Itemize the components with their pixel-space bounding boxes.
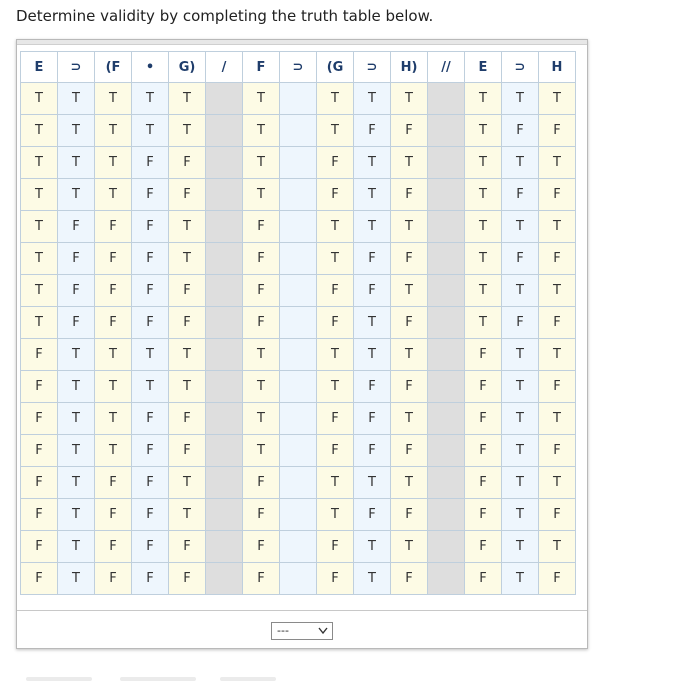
table-row [21, 339, 576, 371]
answer-cell[interactable] [280, 467, 317, 499]
truth-value-cell: T [539, 467, 576, 499]
truth-value-cell: T [58, 435, 95, 467]
truth-value-cell: F [132, 467, 169, 499]
truth-value-cell: T [169, 83, 206, 115]
separator-cell [206, 403, 243, 435]
truth-value-cell: T [391, 211, 428, 243]
truth-value-cell: F [539, 435, 576, 467]
truth-value-cell: T [243, 115, 280, 147]
truth-value-cell: T [539, 531, 576, 563]
truth-value-cell: F [169, 531, 206, 563]
truth-value-cell: F [21, 531, 58, 563]
truth-value-cell: T [317, 371, 354, 403]
truth-value-cell: T [465, 115, 502, 147]
truth-value-cell: F [539, 307, 576, 339]
truth-value-cell: T [317, 499, 354, 531]
truth-value-cell: F [354, 435, 391, 467]
answer-cell[interactable] [280, 275, 317, 307]
truth-value-cell: T [539, 211, 576, 243]
truth-value-cell: T [95, 435, 132, 467]
column-header: ⊃ [502, 52, 539, 83]
answer-cell[interactable] [280, 83, 317, 115]
truth-value-cell: F [391, 499, 428, 531]
answer-cell[interactable] [280, 531, 317, 563]
truth-value-cell: F [317, 307, 354, 339]
truth-value-cell: T [21, 147, 58, 179]
truth-value-cell: F [169, 275, 206, 307]
truth-value-cell: T [169, 211, 206, 243]
truth-value-cell: F [243, 307, 280, 339]
separator-cell [428, 275, 465, 307]
truth-value-cell: T [317, 243, 354, 275]
separator-cell [206, 147, 243, 179]
separator-cell [206, 435, 243, 467]
truth-value-cell: T [243, 147, 280, 179]
truth-value-cell: F [58, 243, 95, 275]
separator-cell [206, 179, 243, 211]
separator-cell [206, 275, 243, 307]
truth-value-cell: F [58, 211, 95, 243]
separator-cell [206, 83, 243, 115]
chevron-down-icon [317, 623, 329, 642]
truth-value-cell: T [465, 243, 502, 275]
truth-value-cell: F [132, 563, 169, 595]
table-row [21, 563, 576, 595]
column-header: • [132, 52, 169, 83]
truth-value-cell: F [465, 435, 502, 467]
ghost-button [220, 677, 276, 681]
table-row [21, 211, 576, 243]
truth-value-cell: F [132, 147, 169, 179]
truth-table-panel [16, 39, 588, 649]
truth-value-cell: T [243, 435, 280, 467]
separator-cell [428, 531, 465, 563]
truth-value-cell: T [95, 83, 132, 115]
truth-value-cell: F [132, 243, 169, 275]
truth-value-cell: F [391, 435, 428, 467]
separator-cell [428, 467, 465, 499]
truth-value-cell: T [354, 339, 391, 371]
separator-cell [206, 531, 243, 563]
separator-cell [428, 339, 465, 371]
truth-value-cell: F [21, 499, 58, 531]
answer-cell[interactable] [280, 435, 317, 467]
column-header: ⊃ [280, 52, 317, 83]
truth-value-cell: T [21, 115, 58, 147]
separator-cell [428, 371, 465, 403]
truth-value-cell: T [502, 275, 539, 307]
truth-value-cell: T [502, 371, 539, 403]
answer-cell[interactable] [280, 211, 317, 243]
truth-value-cell: T [317, 467, 354, 499]
truth-value-cell: T [502, 83, 539, 115]
truth-value-cell: F [502, 115, 539, 147]
truth-value-cell: T [502, 563, 539, 595]
truth-value-cell: T [58, 467, 95, 499]
separator-cell [206, 115, 243, 147]
truth-value-cell: T [539, 147, 576, 179]
truth-value-cell: T [317, 83, 354, 115]
truth-value-cell: T [132, 371, 169, 403]
column-header: (F [95, 52, 132, 83]
truth-value-cell: F [21, 563, 58, 595]
truth-value-cell: F [132, 211, 169, 243]
truth-value-cell: T [21, 275, 58, 307]
truth-value-cell: F [21, 467, 58, 499]
truth-table [20, 51, 576, 595]
truth-value-cell: T [58, 371, 95, 403]
truth-value-cell: F [169, 563, 206, 595]
answer-cell[interactable] [280, 499, 317, 531]
truth-value-cell: T [465, 307, 502, 339]
separator-cell [206, 563, 243, 595]
truth-value-cell: F [132, 435, 169, 467]
truth-value-cell: F [354, 403, 391, 435]
truth-value-cell: F [21, 339, 58, 371]
truth-value-cell: T [243, 339, 280, 371]
truth-value-cell: T [95, 403, 132, 435]
separator-cell [206, 243, 243, 275]
truth-value-cell: T [465, 147, 502, 179]
truth-value-cell: T [539, 83, 576, 115]
truth-value-cell: T [169, 499, 206, 531]
truth-value-cell: T [539, 275, 576, 307]
separator-cell [428, 563, 465, 595]
column-header: G) [169, 52, 206, 83]
truth-value-cell: T [391, 83, 428, 115]
truth-value-cell: T [317, 339, 354, 371]
truth-value-cell: F [243, 467, 280, 499]
truth-value-cell: T [465, 179, 502, 211]
truth-value-cell: F [317, 275, 354, 307]
answer-cell[interactable] [280, 179, 317, 211]
truth-value-cell: F [169, 403, 206, 435]
truth-value-cell: T [539, 339, 576, 371]
truth-value-cell: F [169, 307, 206, 339]
truth-value-cell: T [502, 339, 539, 371]
truth-value-cell: F [95, 499, 132, 531]
truth-value-cell: T [58, 115, 95, 147]
truth-value-cell: T [95, 115, 132, 147]
truth-value-cell: F [391, 563, 428, 595]
truth-value-cell: T [502, 531, 539, 563]
truth-value-cell: F [95, 467, 132, 499]
table-row [21, 307, 576, 339]
truth-value-cell: T [502, 467, 539, 499]
truth-value-cell: F [132, 275, 169, 307]
truth-value-cell: F [465, 499, 502, 531]
truth-value-cell: F [21, 403, 58, 435]
separator-cell [206, 371, 243, 403]
truth-value-cell: F [502, 243, 539, 275]
separator-cell [206, 467, 243, 499]
instructions-text: Determine validity by completing the truth table below. [16, 7, 434, 25]
truth-value-cell: F [243, 211, 280, 243]
truth-value-cell: T [465, 83, 502, 115]
column-header: E [21, 52, 58, 83]
separator-cell [428, 435, 465, 467]
validity-select-value: --- [277, 624, 289, 637]
truth-value-cell: T [58, 147, 95, 179]
truth-value-cell: F [95, 307, 132, 339]
panel-top-bar [17, 40, 587, 45]
truth-value-cell: T [21, 243, 58, 275]
truth-value-cell: T [58, 499, 95, 531]
ghost-button [120, 677, 196, 681]
truth-value-cell: T [95, 147, 132, 179]
separator-cell [428, 403, 465, 435]
answer-cell[interactable] [280, 403, 317, 435]
truth-value-cell: F [58, 307, 95, 339]
truth-value-cell: F [243, 563, 280, 595]
truth-value-cell: T [391, 467, 428, 499]
separator-cell [206, 499, 243, 531]
truth-value-cell: T [354, 307, 391, 339]
truth-value-cell: T [465, 275, 502, 307]
truth-value-cell: F [465, 339, 502, 371]
truth-value-cell: F [243, 531, 280, 563]
truth-value-cell: T [391, 339, 428, 371]
truth-value-cell: T [58, 83, 95, 115]
truth-value-cell: T [169, 115, 206, 147]
truth-value-cell: F [465, 467, 502, 499]
table-row [21, 531, 576, 563]
truth-value-cell: F [465, 531, 502, 563]
truth-value-cell: T [391, 147, 428, 179]
truth-value-cell: T [502, 147, 539, 179]
separator-cell [428, 307, 465, 339]
truth-value-cell: F [539, 243, 576, 275]
truth-value-cell: T [502, 435, 539, 467]
truth-value-cell: F [169, 147, 206, 179]
truth-value-cell: T [21, 211, 58, 243]
truth-value-cell: F [243, 243, 280, 275]
answer-cell[interactable] [280, 243, 317, 275]
truth-value-cell: F [95, 531, 132, 563]
ghost-button [26, 677, 92, 681]
truth-value-cell: F [317, 403, 354, 435]
table-row [21, 467, 576, 499]
column-header: (G [317, 52, 354, 83]
table-row [21, 243, 576, 275]
separator-cell [428, 179, 465, 211]
truth-value-cell: F [21, 435, 58, 467]
truth-value-cell: F [354, 371, 391, 403]
truth-value-cell: T [21, 307, 58, 339]
truth-value-cell: F [354, 243, 391, 275]
truth-value-cell: T [21, 83, 58, 115]
table-row [21, 499, 576, 531]
truth-value-cell: T [58, 403, 95, 435]
truth-value-cell: F [317, 179, 354, 211]
truth-value-cell: F [95, 563, 132, 595]
truth-value-cell: T [354, 467, 391, 499]
truth-value-cell: T [465, 211, 502, 243]
separator-cell [206, 211, 243, 243]
truth-value-cell: T [58, 179, 95, 211]
truth-value-cell: F [391, 307, 428, 339]
truth-value-cell: T [539, 403, 576, 435]
column-header: H [539, 52, 576, 83]
truth-value-cell: F [502, 179, 539, 211]
truth-value-cell: F [132, 403, 169, 435]
truth-value-cell: F [354, 275, 391, 307]
truth-value-cell: F [539, 179, 576, 211]
column-header: ⊃ [354, 52, 391, 83]
truth-value-cell: T [21, 179, 58, 211]
truth-value-cell: T [58, 531, 95, 563]
truth-value-cell: F [317, 147, 354, 179]
truth-value-cell: F [391, 115, 428, 147]
truth-value-cell: T [354, 563, 391, 595]
separator-cell [206, 339, 243, 371]
truth-value-cell: T [502, 499, 539, 531]
truth-value-cell: F [465, 403, 502, 435]
truth-value-cell: F [354, 499, 391, 531]
truth-value-cell: T [95, 371, 132, 403]
column-header: / [206, 52, 243, 83]
truth-value-cell: T [169, 339, 206, 371]
truth-value-cell: T [354, 211, 391, 243]
column-header: F [243, 52, 280, 83]
truth-value-cell: F [21, 371, 58, 403]
truth-value-cell: F [354, 115, 391, 147]
truth-value-cell: T [95, 339, 132, 371]
truth-value-cell: F [317, 531, 354, 563]
truth-value-cell: T [95, 179, 132, 211]
truth-value-cell: T [169, 371, 206, 403]
truth-value-cell: F [539, 115, 576, 147]
truth-value-cell: T [58, 563, 95, 595]
separator-cell [428, 499, 465, 531]
answer-cell[interactable] [280, 563, 317, 595]
truth-value-cell: F [539, 371, 576, 403]
truth-value-cell: T [391, 531, 428, 563]
answer-cell[interactable] [280, 115, 317, 147]
validity-answer-area [17, 610, 587, 649]
truth-value-cell: F [95, 275, 132, 307]
separator-cell [428, 211, 465, 243]
truth-value-cell: T [132, 339, 169, 371]
truth-value-cell: T [169, 467, 206, 499]
truth-value-cell: F [132, 531, 169, 563]
truth-value-cell: F [243, 499, 280, 531]
truth-value-cell: F [539, 499, 576, 531]
truth-value-cell: F [243, 275, 280, 307]
truth-value-cell: T [354, 179, 391, 211]
column-header: ⊃ [58, 52, 95, 83]
truth-value-cell: T [391, 275, 428, 307]
answer-cell[interactable] [280, 339, 317, 371]
truth-value-cell: T [354, 147, 391, 179]
truth-value-cell: T [354, 531, 391, 563]
truth-value-cell: F [465, 371, 502, 403]
truth-value-cell: F [132, 307, 169, 339]
truth-value-cell: F [169, 435, 206, 467]
truth-value-cell: T [317, 115, 354, 147]
truth-value-cell: T [317, 211, 354, 243]
truth-value-cell: T [132, 83, 169, 115]
truth-value-cell: T [391, 403, 428, 435]
column-header: E [465, 52, 502, 83]
truth-value-cell: F [317, 563, 354, 595]
separator-cell [206, 307, 243, 339]
truth-value-cell: F [317, 435, 354, 467]
truth-value-cell: T [502, 211, 539, 243]
answer-cell[interactable] [280, 307, 317, 339]
truth-value-cell: T [132, 115, 169, 147]
validity-select[interactable] [271, 622, 333, 640]
table-row [21, 435, 576, 467]
separator-cell [428, 83, 465, 115]
truth-value-cell: T [243, 83, 280, 115]
table-row [21, 403, 576, 435]
separator-cell [428, 115, 465, 147]
separator-cell [428, 243, 465, 275]
truth-value-cell: F [391, 179, 428, 211]
separator-cell [428, 147, 465, 179]
truth-value-cell: T [502, 403, 539, 435]
table-row [21, 147, 576, 179]
truth-value-cell: T [354, 83, 391, 115]
truth-value-cell: F [58, 275, 95, 307]
column-header: // [428, 52, 465, 83]
truth-value-cell: F [502, 307, 539, 339]
header-row [21, 52, 576, 83]
truth-value-cell: T [243, 403, 280, 435]
table-row [21, 371, 576, 403]
truth-value-cell: F [465, 563, 502, 595]
truth-value-cell: F [95, 243, 132, 275]
truth-value-cell: F [391, 371, 428, 403]
truth-value-cell: F [539, 563, 576, 595]
table-row [21, 275, 576, 307]
answer-cell[interactable] [280, 371, 317, 403]
truth-value-cell: F [132, 179, 169, 211]
truth-value-cell: F [391, 243, 428, 275]
table-row [21, 83, 576, 115]
truth-value-cell: F [95, 211, 132, 243]
table-row [21, 115, 576, 147]
truth-value-cell: T [169, 243, 206, 275]
truth-value-cell: T [243, 371, 280, 403]
truth-value-cell: T [243, 179, 280, 211]
column-header: H) [391, 52, 428, 83]
answer-cell[interactable] [280, 147, 317, 179]
truth-value-cell: F [132, 499, 169, 531]
truth-value-cell: T [58, 339, 95, 371]
table-row [21, 179, 576, 211]
truth-value-cell: F [169, 179, 206, 211]
